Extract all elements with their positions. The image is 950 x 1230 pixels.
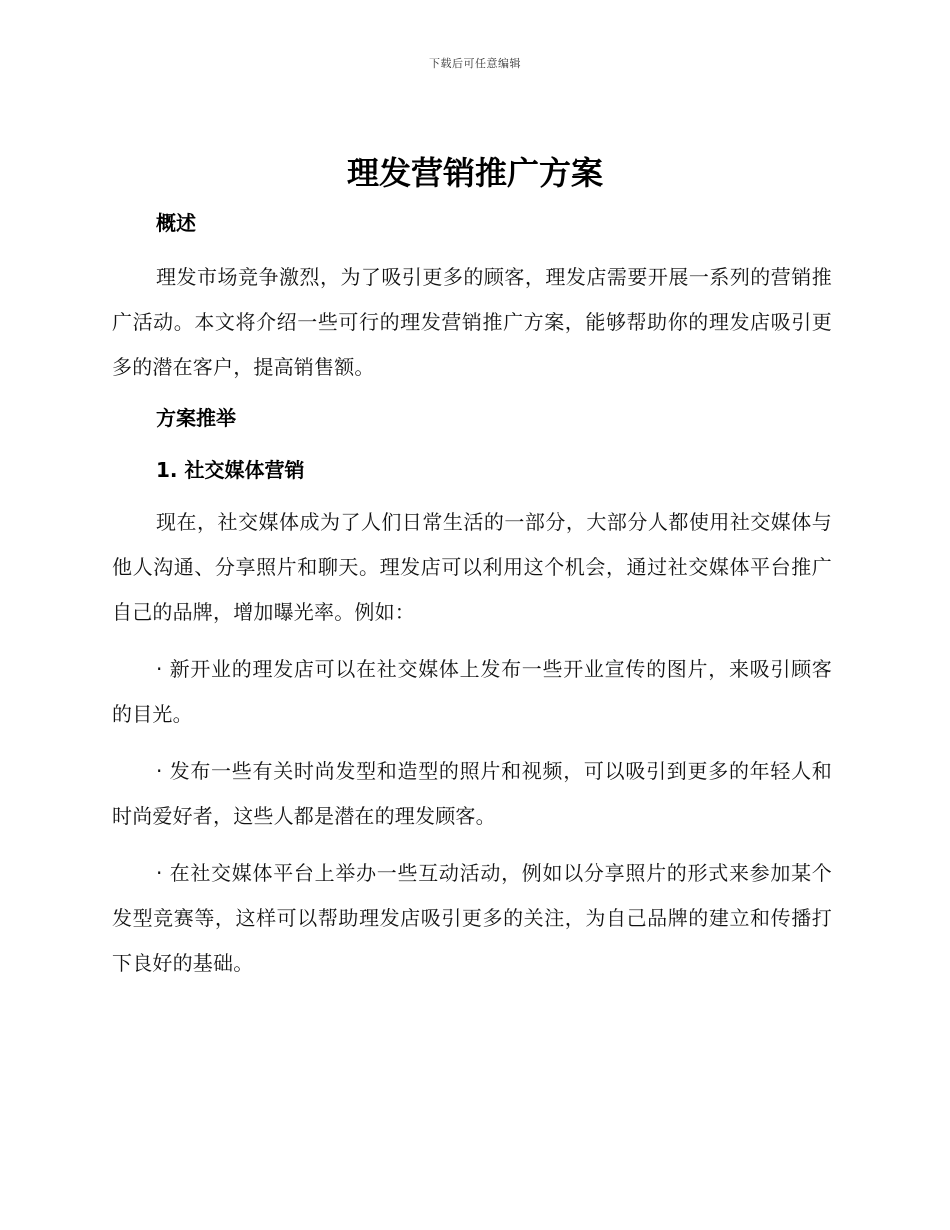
section1-heading: 1. 社交媒体营销 [156,458,305,482]
section1-intro-paragraph: 现在，社交媒体成为了人们日常生活的一部分，大部分人都使用社交媒体与他人沟通、分享照片和聊天。理发店可以利用这个机会，通过社交媒体平台推广自己的品牌，增加曝光率。例如： [112,510,832,624]
bullet-item: · 在社交媒体平台上举办一些互动活动，例如以分享照片的形式来参加某个发型竞赛等，这样可以帮助理发店吸引更多的关注，为自己品牌的建立和传播打下良好的基础。 [112,861,832,975]
overview-heading: 概述 [156,211,196,235]
document-body [112,205,832,986]
overview-paragraph: 理发市场竞争激烈，为了吸引更多的顾客，理发店需要开展一系列的营销推广活动。本文将介绍一些可行的理发营销推广方案，能够帮助你的理发店吸引更多的潜在客户，提高销售额。 [112,265,832,379]
header-note: 下载后可任意编辑 [429,57,521,70]
bullet-item: · 发布一些有关时尚发型和造型的照片和视频，可以吸引到更多的年轻人和时尚爱好者，这些人都是潜在的理发顾客。 [112,759,832,828]
bullet-item: · 新开业的理发店可以在社交媒体上发布一些开业宣传的图片，来吸引顾客的目光。 [112,657,832,726]
document-title: 理发营销推广方案 [346,154,603,192]
plan-heading: 方案推举 [156,406,236,430]
